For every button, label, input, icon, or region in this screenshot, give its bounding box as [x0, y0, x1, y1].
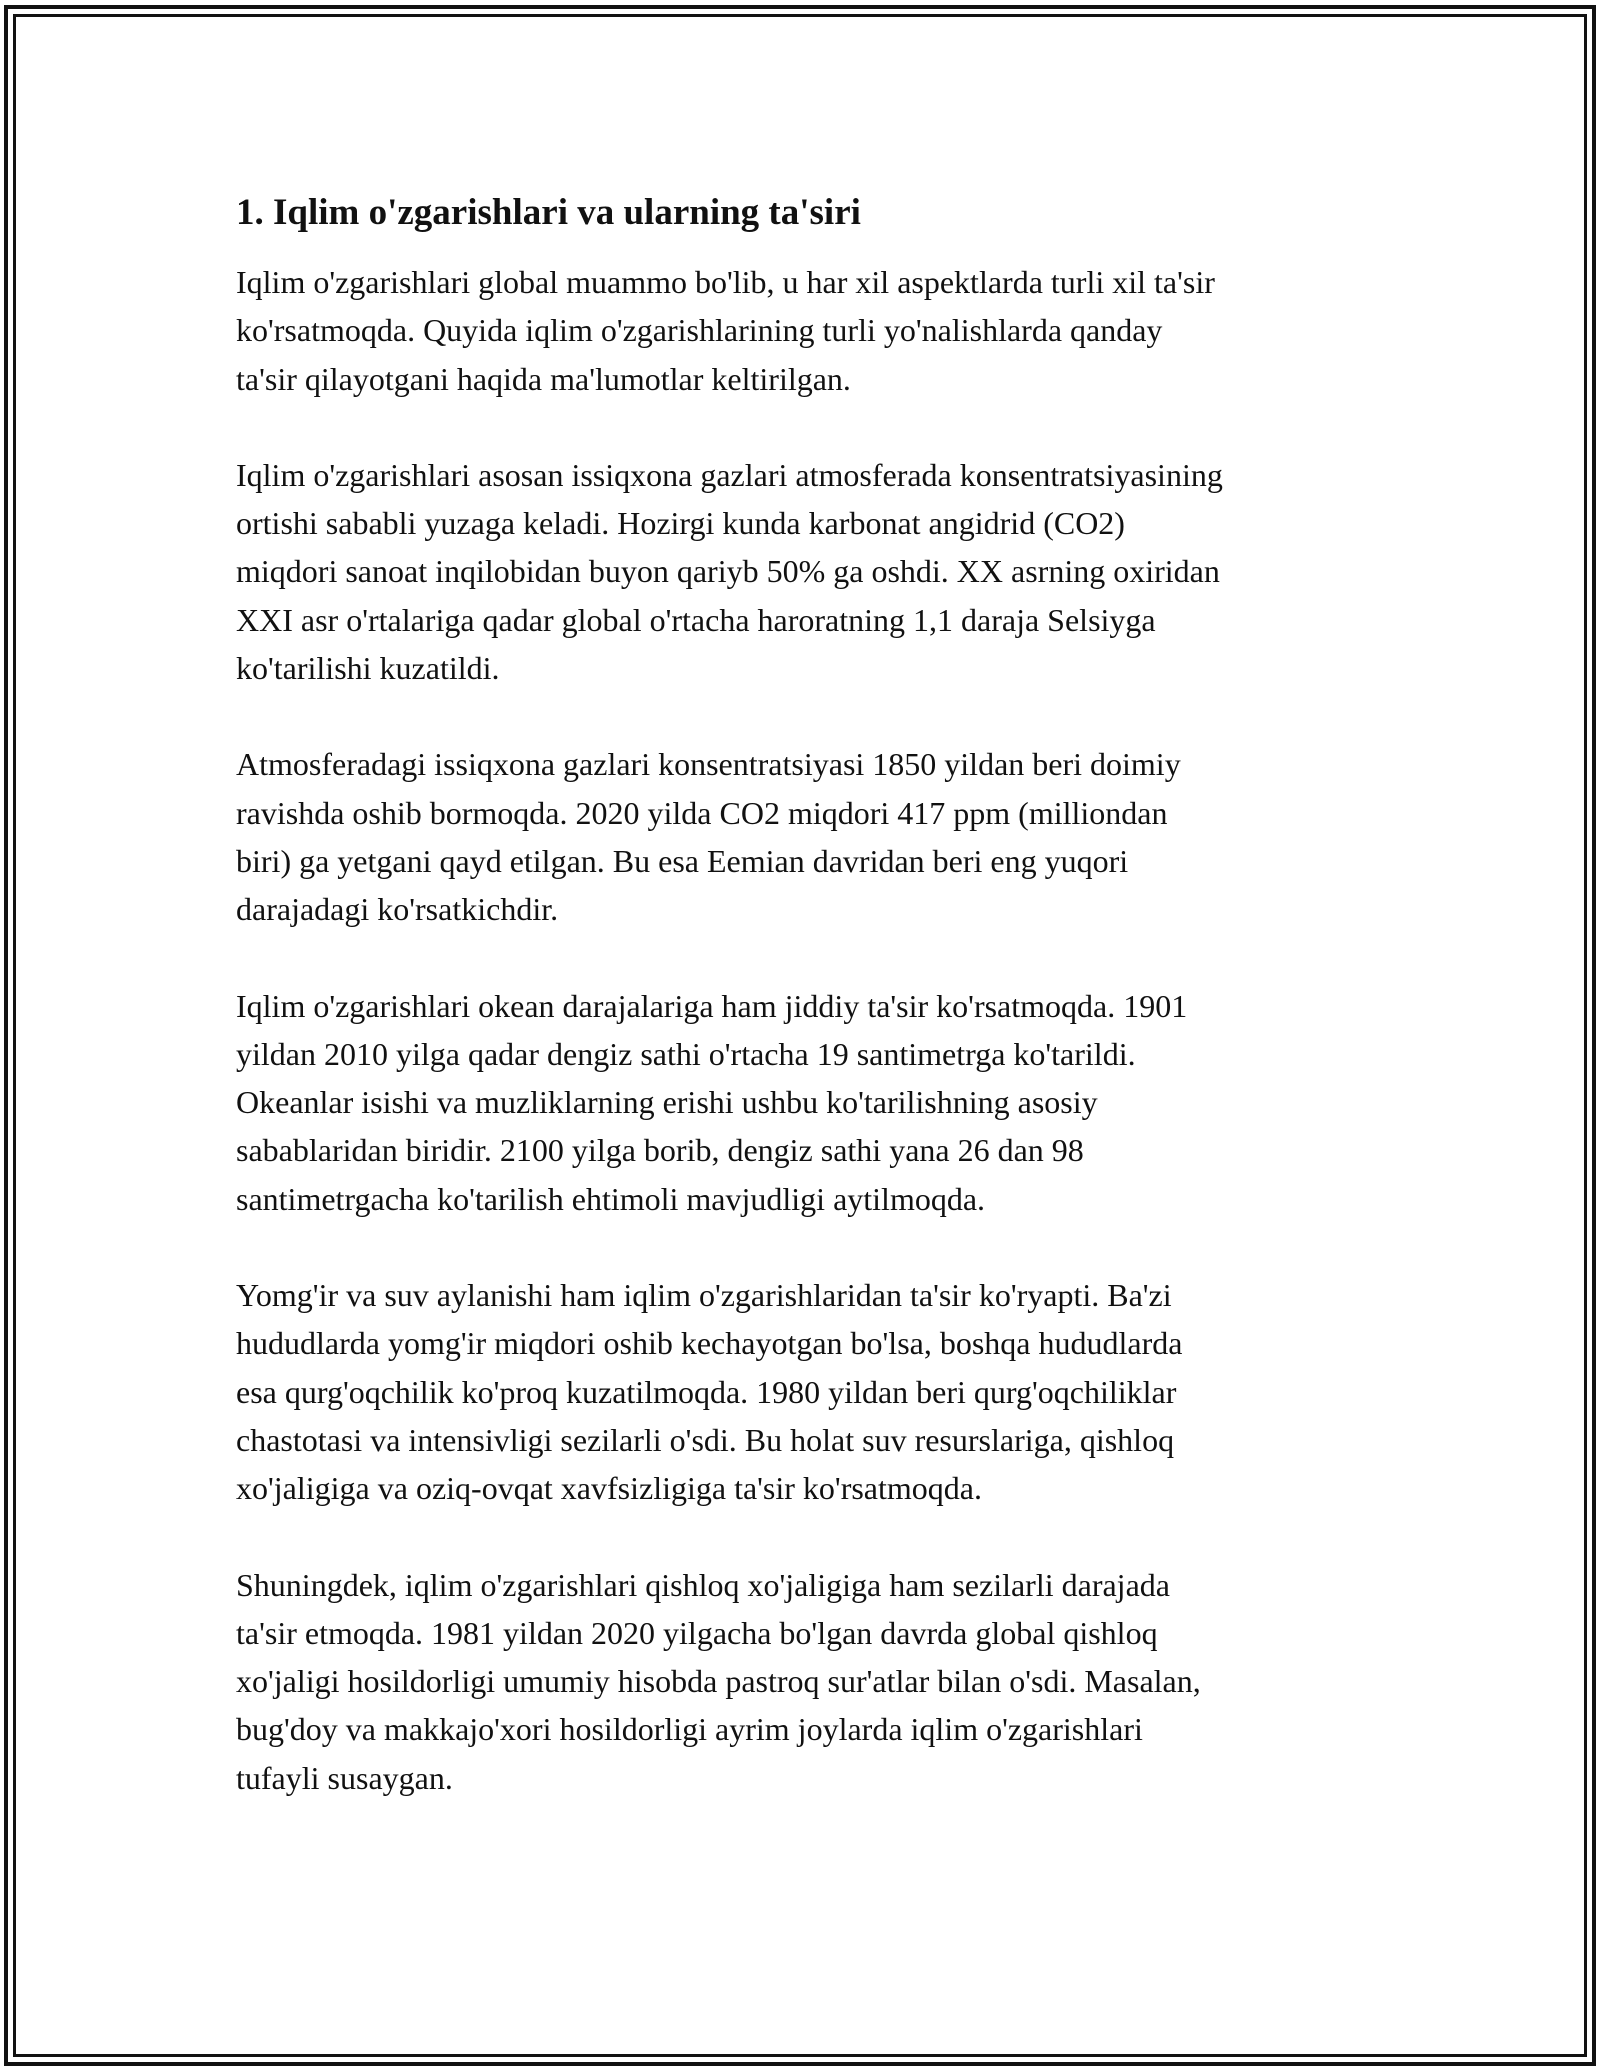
text-line: Iqlim o'zgarishlari global muammo bo'lib, u har xil aspektlarda turli xil ta'sir [236, 264, 1215, 300]
text-line: ko'rsatmoqda. Quyida iqlim o'zgarishlarining turli yo'nalishlarda qanday [236, 312, 1163, 349]
text-line: xo'jaligi hosildorligi umumiy hisobda pastroq sur'atlar bilan o'sdi. Masalan, [236, 1663, 1201, 1700]
text-line: ta'sir etmoqda. 1981 yildan 2020 yilgacha bo'lgan davrda global qishloq [236, 1614, 1158, 1651]
text-line: santimetrgacha ko'tarilish ehtimoli mavjudligi aytilmoqda. [236, 1180, 986, 1217]
text-line: ortishi sababli yuzaga keladi. Hozirgi kunda karbonat angidrid (CO2) [236, 505, 1125, 542]
paragraph-agriculture [236, 1561, 1386, 1802]
text-line: chastotasi va intensivligi sezilarli o'sdi. Bu holat suv resurslariga, qishloq [236, 1421, 1175, 1458]
text-line: miqdori sanoat inqilobidan buyon qariyb 50% ga oshdi. XX asrning oxiridan [236, 553, 1220, 590]
text-line: ko'tarilishi kuzatildi. [236, 650, 500, 687]
text-line: Atmosferadagi issiqxona gazlari konsentratsiyasi 1850 yildan beri doimiy [236, 746, 1181, 783]
section-heading: 1. Iqlim o'zgarishlari va ularning ta'siri [236, 192, 861, 233]
text-line: Iqlim o'zgarishlari asosan issiqxona gazlari atmosferada konsentratsiyasining [236, 456, 1223, 493]
paragraph-water-cycle [236, 1271, 1386, 1512]
text-line: Okeanlar isishi va muzliklarning erishi ushbu ko'tarilishning asosiy [236, 1084, 1098, 1121]
document-body [236, 188, 1386, 1802]
text-line: ravishda oshib bormoqda. 2020 yilda CO2 miqdori 417 ppm (milliondan [236, 794, 1168, 831]
text-line: bug'doy va makkajo'xori hosildorligi ayrim joylarda iqlim o'zgarishlari [236, 1711, 1143, 1748]
paragraph-greenhouse-gases [236, 740, 1386, 933]
paragraph-intro [236, 258, 1386, 403]
text-line: esa qurg'oqchilik ko'proq kuzatilmoqda. 1980 yildan beri qurg'oqchiliklar [236, 1373, 1177, 1410]
text-line: tufayli susaygan. [236, 1759, 453, 1796]
text-line: hududlarda yomg'ir miqdori oshib kechayotgan bo'lsa, boshqa hududlarda [236, 1325, 1183, 1362]
text-line: XXI asr o'rtalariga qadar global o'rtacha haroratning 1,1 daraja Selsiyga [236, 601, 1156, 638]
text-line: yildan 2010 yilga qadar dengiz sathi o'rtacha 19 santimetrga ko'tarildi. [236, 1035, 1136, 1072]
text-line: sabablaridan biridir. 2100 yilga borib, dengiz sathi yana 26 dan 98 [236, 1132, 1084, 1169]
text-line: biri) ga yetgani qayd etilgan. Bu esa Eemian davridan beri eng yuqori [236, 842, 1129, 879]
text-line: xo'jaligiga va oziq-ovqat xavfsizligiga ta'sir ko'rsatmoqda. [236, 1470, 982, 1507]
text-line: Iqlim o'zgarishlari okean darajalariga ham jiddiy ta'sir ko'rsatmoqda. 1901 [236, 987, 1188, 1024]
paragraph-causes [236, 451, 1386, 692]
text-line: ta'sir qilayotgani haqida ma'lumotlar keltirilgan. [236, 360, 851, 397]
text-line: Yomg'ir va suv aylanishi ham iqlim o'zgarishlaridan ta'sir ko'ryapti. Ba'zi [236, 1277, 1172, 1314]
text-line: darajadagi ko'rsatkichdir. [236, 891, 559, 928]
text-line: Shuningdek, iqlim o'zgarishlari qishloq xo'jaligiga ham sezilarli darajada [236, 1566, 1170, 1603]
paragraph-ocean-levels [236, 982, 1386, 1223]
